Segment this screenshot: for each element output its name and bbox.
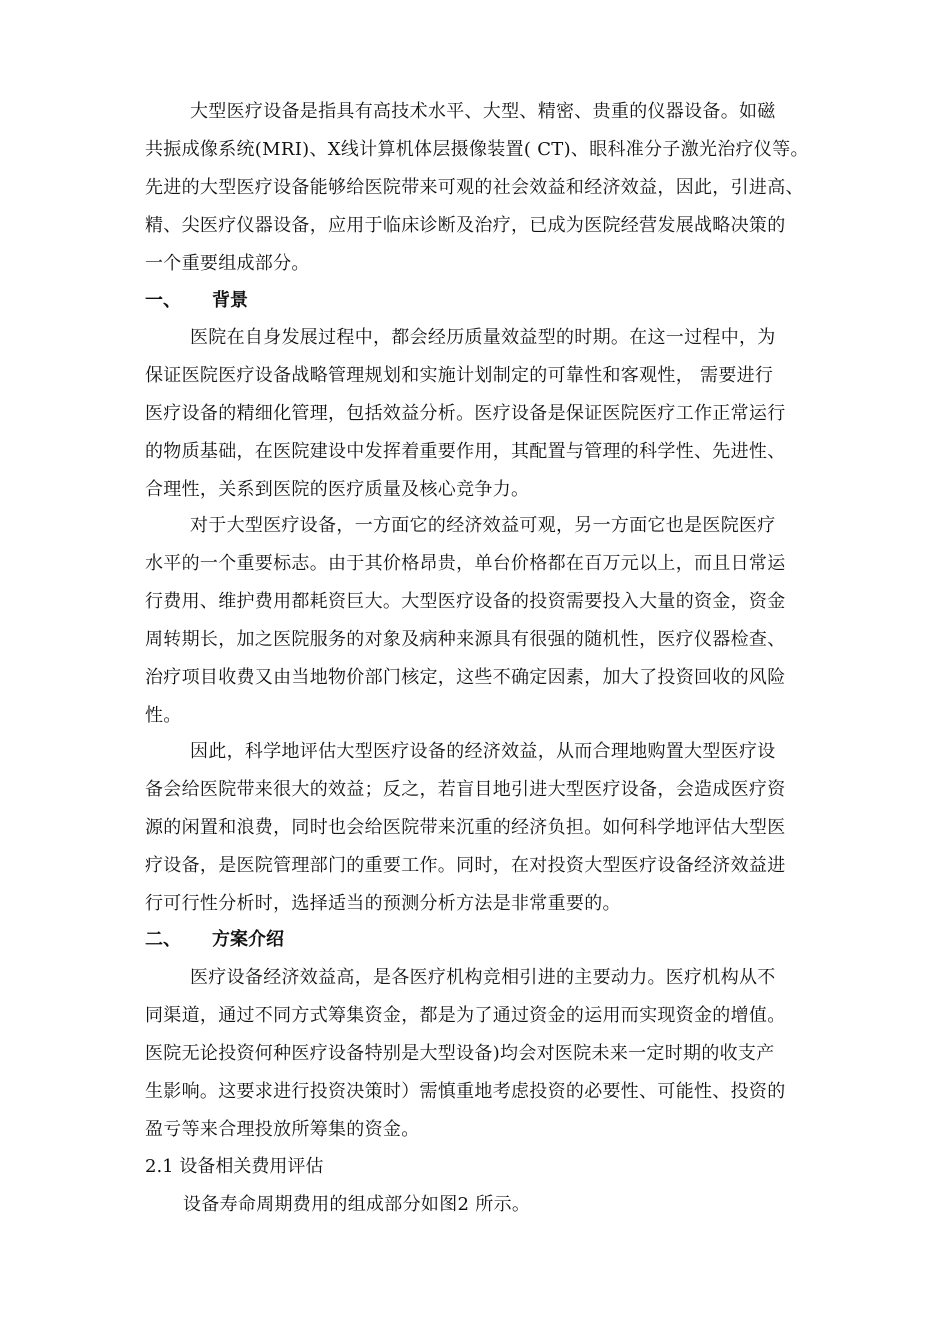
bg-p2-line-1: 对于大型医疗设备，一方面它的经济效益可观，另一方面它也是医院医疗 [190, 515, 776, 536]
sc-p1-line-3: 医院无论投资何种医疗设备特别是大型设备)均会对医院未来一定时期的收支产 [145, 1043, 775, 1064]
bg-p1-line-3: 医疗设备的精细化管理，包括效益分析。医疗设备是保证医院医疗工作正常运行 [145, 403, 786, 424]
bg-p3-line-2: 备会给医院带来很大的效益；反之，若盲目地引进大型医疗设备，会造成医疗资 [145, 779, 786, 800]
sc-p1-line-5: 盈亏等来合理投放所筹集的资金。 [145, 1119, 420, 1140]
bg-p2-line-5: 治疗项目收费又由当地物价部门核定，这些不确定因素，加大了投资回收的风险 [145, 667, 786, 688]
subsection-heading: 2.1 设备相关费用评估 [145, 1156, 324, 1177]
bg-p1-line-2: 保证医院医疗设备战略管理规划和实施计划制定的可靠性和客观性， 需要进行 [145, 365, 774, 386]
bg-p3-line-1: 因此，科学地评估大型医疗设备的经济效益，从而合理地购置大型医疗设 [190, 741, 776, 762]
intro-line-3: 先进的大型医疗设备能够给医院带来可观的社会效益和经济效益，因此，引进高、 [145, 177, 804, 198]
bg-p1-line-5: 合理性，关系到医院的医疗质量及核心竞争力。 [145, 479, 530, 500]
bg-p3-line-4: 疗设备，是医院管理部门的重要工作。同时，在对投资大型医疗设备经济效益进 [145, 855, 786, 876]
bg-p3-line-3: 源的闲置和浪费，同时也会给医院带来沉重的经济负担。如何科学地评估大型医 [145, 817, 786, 838]
section-1-title: 背景 [212, 290, 248, 311]
sc-p1-line-2: 同渠道，通过不同方式筹集资金，都是为了通过资金的运用而实现资金的增值。 [145, 1005, 786, 1026]
bg-p3-line-5: 行可行性分析时，选择适当的预测分析方法是非常重要的。 [145, 893, 621, 914]
intro-line-1: 大型医疗设备是指具有高技术水平、大型、精密、贵重的仪器设备。如磁 [190, 101, 776, 122]
bg-p1-line-4: 的物质基础，在医院建设中发挥着重要作用，其配置与管理的科学性、先进性、 [145, 441, 786, 462]
intro-line-4: 精、尖医疗仪器设备，应用于临床诊断及治疗，已成为医院经营发展战略决策的 [145, 215, 786, 236]
section-2-title: 方案介绍 [212, 929, 284, 950]
bg-p2-line-6: 性。 [145, 705, 182, 726]
bg-p1-line-1: 医院在自身发展过程中，都会经历质量效益型的时期。在这一过程中，为 [190, 327, 776, 348]
section-2-number: 二、 [145, 929, 181, 950]
bg-p2-line-4: 周转期长，加之医院服务的对象及病种来源具有很强的随机性，医疗仪器检查、 [145, 629, 786, 650]
bg-p2-line-2: 水平的一个重要标志。由于其价格昂贵，单台价格都在百万元以上，而且日常运 [145, 553, 786, 574]
bg-p2-line-3: 行费用、维护费用都耗资巨大。大型医疗设备的投资需要投入大量的资金，资金 [145, 591, 786, 612]
sc-p1-line-4: 生影响。这要求进行投资决策时）需慎重地考虑投资的必要性、可能性、投资的 [145, 1081, 786, 1102]
subsection-paragraph: 设备寿命周期费用的组成部分如图2 所示。 [183, 1194, 531, 1215]
section-1-number: 一、 [145, 290, 181, 311]
sc-p1-line-1: 医疗设备经济效益高，是各医疗机构竞相引进的主要动力。医疗机构从不 [190, 967, 776, 988]
intro-line-2: 共振成像系统(MRI)、X线计算机体层摄像装置( CT)、眼科准分子激光治疗仪等。 [145, 139, 809, 160]
intro-line-5: 一个重要组成部分。 [145, 253, 310, 274]
